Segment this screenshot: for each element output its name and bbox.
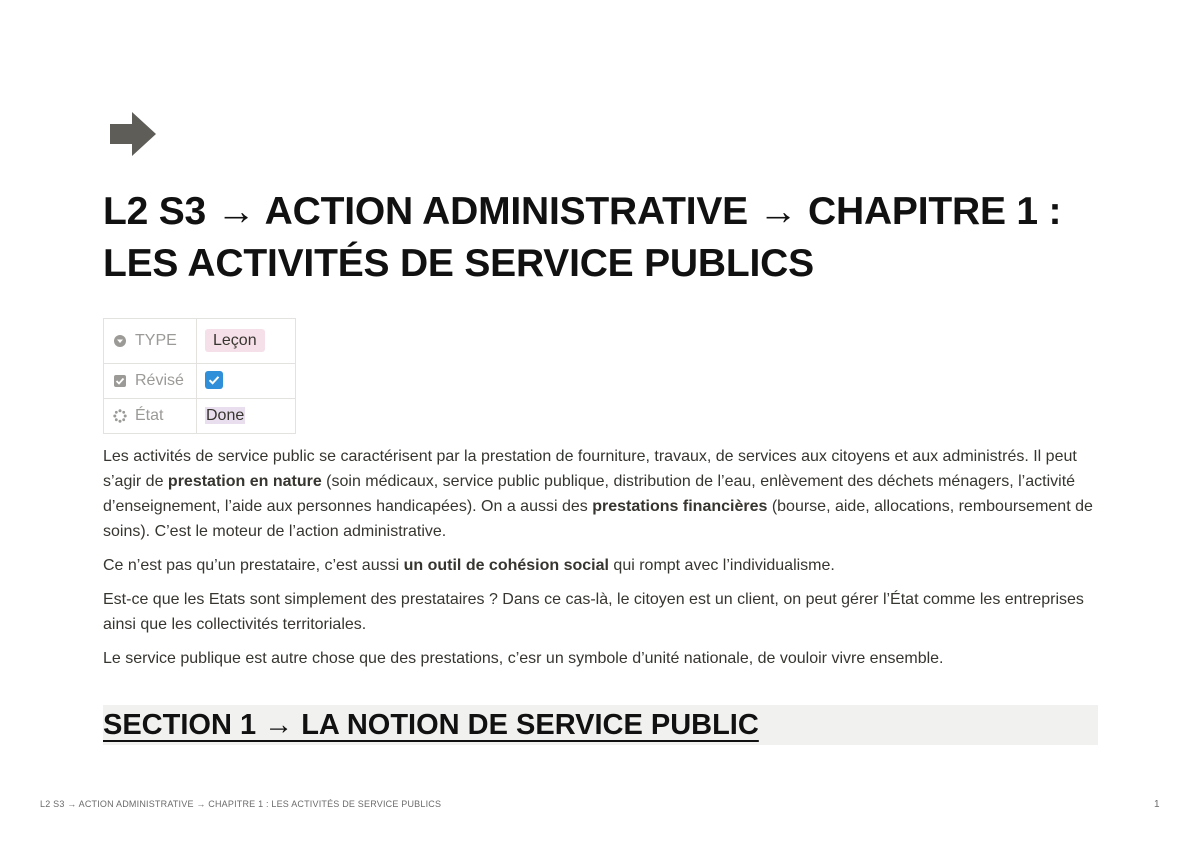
page-title: L2 S3 → ACTION ADMINISTRATIVE → CHAPITRE 1 : LES ACTIVITÉS DE SERVICE PUBLICS xyxy=(103,190,1062,285)
checkbox-icon xyxy=(113,374,127,388)
footer-page-number: 1 xyxy=(1154,799,1160,810)
property-key-etat xyxy=(104,399,197,434)
type-tag[interactable]: Leçon xyxy=(205,329,265,352)
body-text xyxy=(103,444,1103,680)
bold-text: un outil de cohésion social xyxy=(403,557,609,574)
property-key-type xyxy=(104,319,197,364)
revise-checkbox[interactable] xyxy=(205,371,223,389)
status-icon xyxy=(113,409,127,423)
property-row-type xyxy=(104,319,296,364)
property-value-etat[interactable] xyxy=(197,399,296,434)
status-tag[interactable]: Done xyxy=(206,407,245,424)
paragraph: Le service publique est autre chose que des prestations, c’esr un symbole d’unité nationale, de vouloir vivre ensemble. xyxy=(103,650,944,667)
property-row-revise xyxy=(104,364,296,399)
property-row-etat xyxy=(104,399,296,434)
property-key-revise xyxy=(104,364,197,399)
paragraph xyxy=(103,553,1103,578)
properties-table xyxy=(103,318,296,434)
text-run: qui rompt avec l’individualisme. xyxy=(608,557,835,574)
property-label-revise: Révisé xyxy=(135,372,184,389)
bold-text: prestation en nature xyxy=(167,473,322,490)
text-run: Les activités de service public se caractérisent par la prestation de fourniture, travaux, de services aux citoyens et aux administrés. Il peut s’agir de xyxy=(103,448,1077,490)
property-value-revise[interactable] xyxy=(197,364,296,399)
paragraph xyxy=(103,444,1103,544)
select-icon xyxy=(113,334,127,348)
text-run: (bourse, aide, allocations, remboursement de soins). C’est le moteur de l’action administrative. xyxy=(103,498,1093,540)
footer-running-title: L2 S3 → ACTION ADMINISTRATIVE → CHAPITRE 1 : LES ACTIVITÉS DE SERVICE PUBLICS xyxy=(40,799,442,809)
section-heading: SECTION 1 → LA NOTION DE SERVICE PUBLIC xyxy=(103,709,759,741)
property-value-type[interactable] xyxy=(197,319,296,364)
arrow-right-icon xyxy=(108,110,158,158)
check-icon xyxy=(207,373,221,387)
paragraph: Est-ce que les Etats sont simplement des prestataires ? Dans ce cas-là, le citoyen est un client, on peut gérer l’État comme les entreprises ainsi que les collectivités territoriales. xyxy=(103,591,1084,633)
property-label-etat: État xyxy=(135,407,164,424)
text-run: (soin médicaux, service public publique, distribution de l’eau, enlèvement des déchets ménagers, l’activité d’enseignement, l’aide aux personnes handicapées). On a aussi des xyxy=(103,473,1076,515)
bold-text: prestations financières xyxy=(592,498,768,515)
property-label-type: TYPE xyxy=(135,332,177,349)
text-run: Ce n’est pas qu’un prestataire, c’est aussi xyxy=(103,557,404,574)
